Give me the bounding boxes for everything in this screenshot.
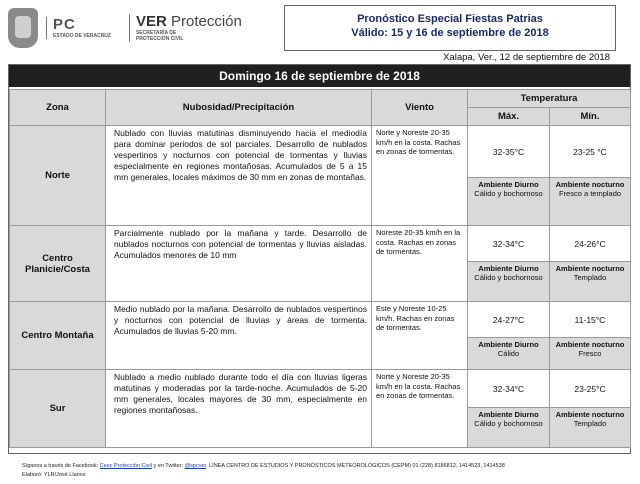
ambiente-nocturno-cell bbox=[550, 338, 631, 370]
header-viento: Viento bbox=[372, 90, 468, 126]
title-box bbox=[284, 5, 616, 51]
ambiente-nocturno-label: Ambiente nocturno bbox=[555, 340, 625, 349]
footer-twitter-prefix: y en Twitter: bbox=[151, 463, 185, 469]
ambiente-diurno-label: Ambiente Diurno bbox=[478, 340, 539, 349]
ambiente-diurno-label: Ambiente Diurno bbox=[478, 264, 539, 273]
ambiente-nocturno-value: Fresco a templado bbox=[558, 189, 622, 198]
pc-logo bbox=[46, 17, 111, 39]
forecast-title: Pronóstico Especial Fiestas Patrias bbox=[357, 13, 543, 25]
ambiente-diurno-cell bbox=[468, 408, 550, 448]
temp-max-cell: 32-34°C bbox=[468, 370, 550, 408]
ver-logo-subtitle-1: SECRETARÍA DE bbox=[135, 30, 177, 36]
footer-author: Elaboró: YLR/José Llanos bbox=[22, 472, 86, 478]
ambiente-nocturno-cell bbox=[550, 262, 631, 302]
viento-cell: Noreste 20-35 km/h en la costa. Rachas en zonas de tormentas. bbox=[372, 226, 468, 302]
ambiente-diurno-label: Ambiente Diurno bbox=[478, 410, 539, 419]
ambiente-diurno-label: Ambiente Diurno bbox=[478, 180, 539, 189]
ver-logo-word: Protección bbox=[170, 13, 242, 30]
zona-cell: Norte bbox=[10, 126, 106, 226]
pc-logo-subtitle: ESTADO DE VERACRUZ bbox=[53, 33, 111, 39]
temp-max-cell: 24-27°C bbox=[468, 302, 550, 338]
viento-cell: Norte y Noreste 20-35 km/h en la costa. Rachas en zonas de tormentas. bbox=[372, 126, 468, 226]
pc-logo-text: PC bbox=[53, 16, 76, 33]
facebook-link[interactable]: Ceec Protección Civil bbox=[99, 463, 152, 469]
ambiente-nocturno-value: Templado bbox=[573, 419, 607, 428]
ambiente-diurno-value: Cálido y bochornoso bbox=[474, 419, 543, 428]
validity-line: Válido: 15 y 16 de septiembre de 2018 bbox=[351, 27, 549, 39]
ambiente-diurno-cell bbox=[468, 262, 550, 302]
ambiente-diurno-value: Cálido y bochornoso bbox=[474, 189, 543, 198]
forecast-table bbox=[9, 89, 631, 448]
viento-cell: Norte y Noreste 20-35 km/h en la costa. Rachas en zonas de tormentas. bbox=[372, 370, 468, 448]
ambiente-diurno-cell bbox=[468, 338, 550, 370]
header-min: Mín. bbox=[550, 108, 631, 126]
nubosidad-cell: Nublado a medio nublado durante todo el día con lluvias ligeras matutinas y moderadas por la tarde-noche. Acumulados de 5-20 mm generales, locales mayores de 30 mm, especialmente en regiones montañosas. bbox=[106, 370, 372, 448]
zona-cell: Centro Montaña bbox=[10, 302, 106, 370]
footer-prefix: Síganos a través de Facebook: bbox=[22, 463, 100, 469]
ambiente-nocturno-cell bbox=[550, 408, 631, 448]
header-logos bbox=[8, 6, 242, 50]
ambiente-diurno-value: Cálido y bochornoso bbox=[474, 273, 543, 282]
temp-min-cell: 23-25 °C bbox=[550, 126, 631, 178]
ambiente-nocturno-value: Templado bbox=[573, 273, 607, 282]
temp-min-cell: 24-26°C bbox=[550, 226, 631, 262]
ambiente-diurno-cell bbox=[468, 178, 550, 226]
footer bbox=[22, 462, 622, 480]
table-row bbox=[10, 226, 631, 262]
temp-max-cell: 32-34°C bbox=[468, 226, 550, 262]
zona-cell: Centro Planicie/Costa bbox=[10, 226, 106, 302]
ambiente-diurno-value: Cálido bbox=[497, 349, 520, 358]
table-row bbox=[10, 370, 631, 408]
header-temperatura: Temperatura bbox=[468, 90, 631, 108]
header-max: Máx. bbox=[468, 108, 550, 126]
header-nubosidad: Nubosidad/Precipitación bbox=[106, 90, 372, 126]
day-band: Domingo 16 de septiembre de 2018 bbox=[9, 65, 630, 87]
twitter-link[interactable]: @spcver bbox=[184, 463, 207, 469]
ver-logo-prefix: VER bbox=[135, 13, 167, 30]
footer-contact-line bbox=[22, 462, 622, 471]
table-row bbox=[10, 302, 631, 338]
header-zona: Zona bbox=[10, 90, 106, 126]
temp-max-cell: 32-35°C bbox=[468, 126, 550, 178]
footer-rest: . LÍNEA CENTRO DE ESTUDIOS Y PRONÓSTICOS METEOROLÓGICOS (CEPM) 01 (228) 8186812, 1414523, 1414538 bbox=[206, 463, 505, 469]
ver-logo-subtitle-2: PROTECCIÓN CIVIL bbox=[135, 36, 184, 42]
zona-cell: Sur bbox=[10, 370, 106, 448]
ambiente-nocturno-value: Fresco bbox=[578, 349, 602, 358]
dateline: Xalapa, Ver., 12 de septiembre de 2018 bbox=[443, 52, 610, 63]
ver-proteccion-logo bbox=[129, 14, 242, 42]
nubosidad-cell: Nublado con lluvias matutinas disminuyendo hacia el mediodía para dominar periodos de sol parciales. Desarrollo de nublados vespertinos y nocturnos con potencial de tormentas y lluvias especialmente en regiones montañosas. Acumulados de 5 a 15 mm generales, locales máximos de 30 mm en zonas de montañas. bbox=[106, 126, 372, 226]
temp-min-cell: 11-15°C bbox=[550, 302, 631, 338]
table-header-row bbox=[10, 90, 631, 108]
veracruz-seal-logo bbox=[8, 8, 38, 48]
temp-min-cell: 23-25°C bbox=[550, 370, 631, 408]
table-row bbox=[10, 126, 631, 178]
ambiente-nocturno-label: Ambiente nocturno bbox=[555, 264, 625, 273]
viento-cell: Este y Noreste 10-25 km/h. Rachas en zonas de tormentas. bbox=[372, 302, 468, 370]
nubosidad-cell: Medio nublado por la mañana. Desarrollo de nublados vespertinos y nocturnos con potencial de lluvias y áreas de tormenta. Acumulados de lluvias 5-20 mm. bbox=[106, 302, 372, 370]
ambiente-nocturno-cell bbox=[550, 178, 631, 226]
forecast-panel bbox=[8, 64, 631, 454]
ambiente-nocturno-label: Ambiente nocturno bbox=[555, 180, 625, 189]
ambiente-nocturno-label: Ambiente nocturno bbox=[555, 410, 625, 419]
nubosidad-cell: Parcialmente nublado por la mañana y tarde. Desarrollo de nublados nocturnos con potencial de tormentas y lluvias aisladas. Acumulados menores de 10 mm bbox=[106, 226, 372, 302]
